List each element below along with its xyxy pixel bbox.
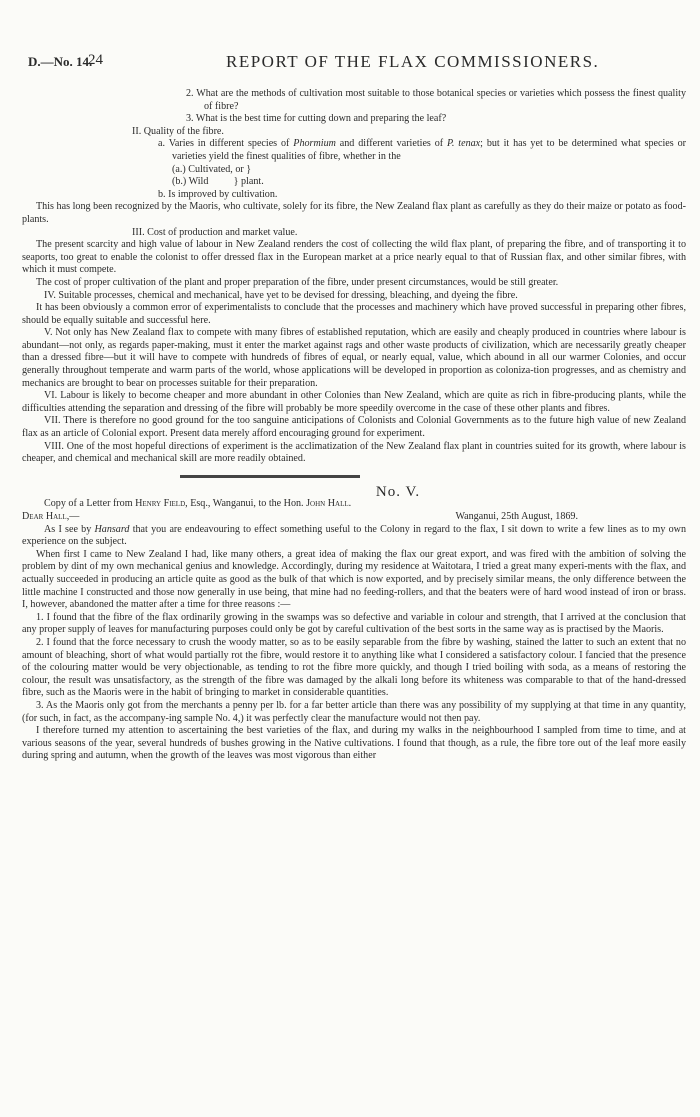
section-3-paragraph-2: The cost of proper cultivation of the plant and proper preparation of the fibre, under present circumstances, would be still greater. bbox=[36, 276, 559, 288]
letter-salutation: Dear Hall,— bbox=[22, 511, 80, 522]
letter-paragraph-2: When first I came to New Zealand I had, like many others, a great idea of making the flax our great export, and was fired with the ambition of solving the problem by dint of my own mechanical genius and knowledge. Accordingly, during my residence at Waitotara, I tried a great many experi-ments with the flax, and actually succeeded in producing an article quite as good as the bulk of that which is now exported, and by precisely similar means, the only difference between the little machine I constructed and those now generally in use being, that mine had no feeding-rollers, and that the beaters were of hard wood instead of iron or brass. I, however, abandoned the matter after a time for three reasons :— bbox=[22, 548, 686, 611]
letter-place-date: Wanganui, 25th August, 1869. bbox=[455, 511, 578, 522]
letter-reason-3: 3. As the Maoris only got from the merchants a penny per lb. for a far better article than there was any possibility of my supplying at that time in any quantity, (for such, in fact, as the accompany-ing sample No. 4,) it was perfectly clear the manufacture would not then pay. bbox=[22, 699, 686, 724]
report-body bbox=[22, 88, 686, 763]
letter-paragraph-1: As I see by Hansard that you are endeavouring to effect something useful to the Colony in regard to the flax, I sit down to write a few lines as to my own experience on the subject. bbox=[22, 523, 686, 548]
section-3-paragraph-1: The present scarcity and high value of labour in New Zealand renders the cost of collecting the wild flax plant, of preparing the fibre, and of transporting it to seaports, too great to enable the colonist to offer dressed flax in the European market at a price nearly equal to that of Russian flax, and other similar fibres, with which it must compete. bbox=[22, 239, 686, 276]
report-title: REPORT OF THE FLAX COMMISSIONERS. bbox=[226, 52, 600, 71]
section-5-paragraph: V. Not only has New Zealand flax to compete with many fibres of established reputation, which are easily and cheaply produced in countries where labour is abundant—not only, as regards paper-making, must it enter the market against rags and other waste products of civilization, which are necessarily greatly cheaper than a dressed fibre—but it will have to compete with hundreds of fibres of equal, or nearly equal, value, which abound in all our warmer Colonies, and occur generally throughout temperate and warm parts of the world, whose applications will be developed in proportion as coloniza-tion progresses, and as chemistry and mechanics are brought to bear on processes suitable for their preparation. bbox=[22, 327, 686, 389]
section-8-paragraph: VIII. One of the most hopeful directions of experiment is the acclimatization of the New Zealand flax plant in countries suited for its growth, where labour is cheaper, and chemical and mechanical skill are more readily obtained. bbox=[22, 440, 686, 465]
letter-reason-2: 2. I found that the force necessary to crush the woody matter, so as to be easily separable from the fibre by washing, stained the latter to such an extent that no amount of bleaching, short of what would partially rot the fibre, would restore it to anything like what I considered a satisfactory colour. I fancied that the presence of the colouring matter would be very objectionable, as tending to rot the fibre more quickly, and though I tried boiling with soda, as a means of restoring the colour, the result was unsatisfactory, as the strength of the fibre was damaged by the alkali long before its whiteness was comparable to that of the hand-dressed fibre, such as the Maoris were in the habit of bringing to market in considerable quantities. bbox=[22, 636, 686, 699]
section-3-heading: III. Cost of production and market value. bbox=[132, 226, 298, 238]
section-2-cultivated: (a.) Cultivated, or } bbox=[172, 163, 252, 175]
section-6-paragraph: VI. Labour is likely to become cheaper and more abundant in other Colonies than New Zealand, which are quite as rich in fibre-producing plants, while the difficulties attending the separation and dressing of the fibre will probably be more speedily overcome in the case of these other plants and fibres. bbox=[22, 390, 686, 414]
question-2: 2. What are the methods of cultivation most suitable to those botanical species or varieties which possess the finest quality of fibre? bbox=[186, 88, 686, 112]
section-7-paragraph: VII. There is therefore no good ground for the too sanguine anticipations of Colonists and Colonial Governments as to the future high value of new Zealand flax as an article of Colonial export. Present data merely afford encouraging ground for experiment. bbox=[22, 415, 686, 440]
letter-heading: No. V. bbox=[375, 483, 421, 500]
letter-reason-1: 1. I found that the fibre of the flax ordinarily growing in the swamps was so defective and variable in colour and strength, that I arrived at the conclusion that any proper supply of leaves for manufacturing purposes could only be got by careful cultivation of the best sorts in the same way as is practised by the Maoris. bbox=[22, 611, 686, 636]
document-reference: D.—No. 14. bbox=[28, 54, 93, 69]
section-divider bbox=[180, 475, 360, 478]
letter-intro: Copy of a Letter from Henry Field, Esq., Wanganui, to the Hon. John Hall. bbox=[44, 498, 352, 510]
section-4-paragraph: It has been obviously a common error of experimentalists to conclude that the processes and machinery which have proved successful in preparing other fibres, should be equally suitable and successful here. bbox=[22, 302, 686, 326]
section-2-point-b: b. Is improved by cultivation. bbox=[158, 188, 278, 200]
section-2-heading: II. Quality of the fibre. bbox=[132, 125, 224, 137]
letter-paragraph-3: I therefore turned my attention to ascertaining the best varieties of the flax, and during my walks in the neighbourhood I sampled from time to time, and at various seasons of the year, several hundreds of bushes growing in the Native cultivations. I found that though, as a rule, the fibre tore out of the leaf more easily during spring and autumn, when the growth of the leaves was most vigorous than either bbox=[22, 725, 686, 762]
section-4-heading: IV. Suitable processes, chemical and mechanical, have yet to be devised for dressing, bleaching, and dyeing the fibre. bbox=[44, 289, 518, 301]
question-3: 3. What is the best time for cutting down and preparing the leaf? bbox=[186, 113, 447, 125]
section-2-point-a: a. Varies in different species of Phormium and different varieties of P. tenax; but it has yet to be determined what species or varieties yield the finest qualities of fibre, whether in the bbox=[158, 138, 686, 162]
letter-salutation-row bbox=[22, 511, 578, 524]
page-header bbox=[0, 52, 700, 74]
section-2-wild: (b.) Wild } plant. bbox=[172, 176, 264, 188]
page-number: 24 bbox=[88, 52, 103, 68]
section-2-paragraph: This has long been recognized by the Maoris, who cultivate, solely for its fibre, the New Zealand flax plant as carefully as they do their maize or potato as food-plants. bbox=[22, 201, 686, 225]
